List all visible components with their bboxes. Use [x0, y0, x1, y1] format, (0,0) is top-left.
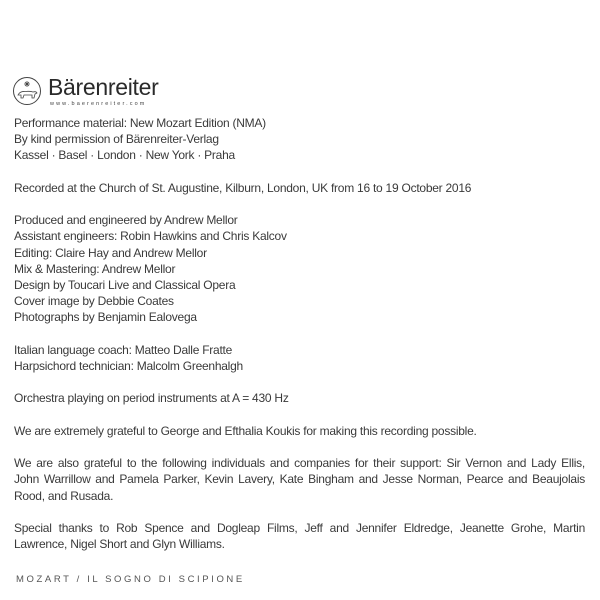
credits-body: [14, 115, 585, 569]
text-line: Lawrence, Nigel Short and Glyn Williams.: [14, 537, 225, 552]
text-line: Produced and engineered by Andrew Mellor: [14, 213, 238, 228]
credits-paragraph: [14, 115, 585, 164]
logo-name: Bärenreiter: [48, 74, 159, 100]
text-line: Assistant engineers: Robin Hawkins and Chris Kalcov: [14, 229, 287, 244]
text-line: We are also grateful to the following individuals and companies for their support: Sir Vernon and Lady Ellis,: [14, 456, 585, 471]
text-line: Harpsichord technician: Malcolm Greenhalgh: [14, 359, 243, 373]
credits-paragraph: [14, 423, 585, 439]
text-line: Kassel · Basel · London · New York · Praha: [14, 148, 235, 163]
text-line: Rood, and Rusada.: [14, 488, 114, 503]
barenreiter-logo: [12, 74, 212, 110]
bear-emblem-icon: [12, 76, 42, 106]
text-line: By kind permission of Bärenreiter-Verlag: [14, 132, 219, 147]
text-line: Mix & Mastering: Andrew Mellor: [14, 261, 176, 276]
credits-paragraph: [14, 520, 585, 552]
text-line: Editing: Claire Hay and Andrew Mellor: [14, 245, 207, 260]
text-line: Orchestra playing on period instruments at A = 430 Hz: [14, 391, 289, 406]
credits-paragraph: [14, 390, 585, 406]
text-line: Performance material: New Mozart Edition (NMA): [14, 116, 266, 130]
text-line: Design by Toucari Live and Classical Opera: [14, 278, 236, 292]
text-line: Photographs by Benjamin Ealovega: [14, 310, 197, 325]
credits-paragraph: [14, 455, 585, 504]
text-line: Italian language coach: Matteo Dalle Fratte: [14, 342, 233, 357]
text-line: We are extremely grateful to George and Efthalia Koukis for making this recording possible.: [14, 423, 477, 438]
page-footer-title: MOZART / IL SOGNO DI SCIPIONE: [16, 574, 245, 585]
credits-paragraph: [14, 212, 585, 325]
text-line: Recorded at the Church of St. Augustine, Kilburn, London, UK from 16 to 19 October 2016: [14, 180, 472, 195]
logo-url: www.baerenreiter.com: [50, 101, 147, 107]
text-line: Special thanks to Rob Spence and Dogleap Films, Jeff and Jennifer Eldredge, Jeanette Grohe, Martin: [14, 520, 585, 535]
text-line: Cover image by Debbie Coates: [14, 294, 174, 309]
credits-paragraph: [14, 180, 585, 196]
text-line: John Warrillow and Pamela Parker, Kevin Lavery, Kate Bingham and Jesse Norman, Pearce and Beaujolais: [14, 472, 585, 487]
credits-paragraph: [14, 342, 585, 374]
